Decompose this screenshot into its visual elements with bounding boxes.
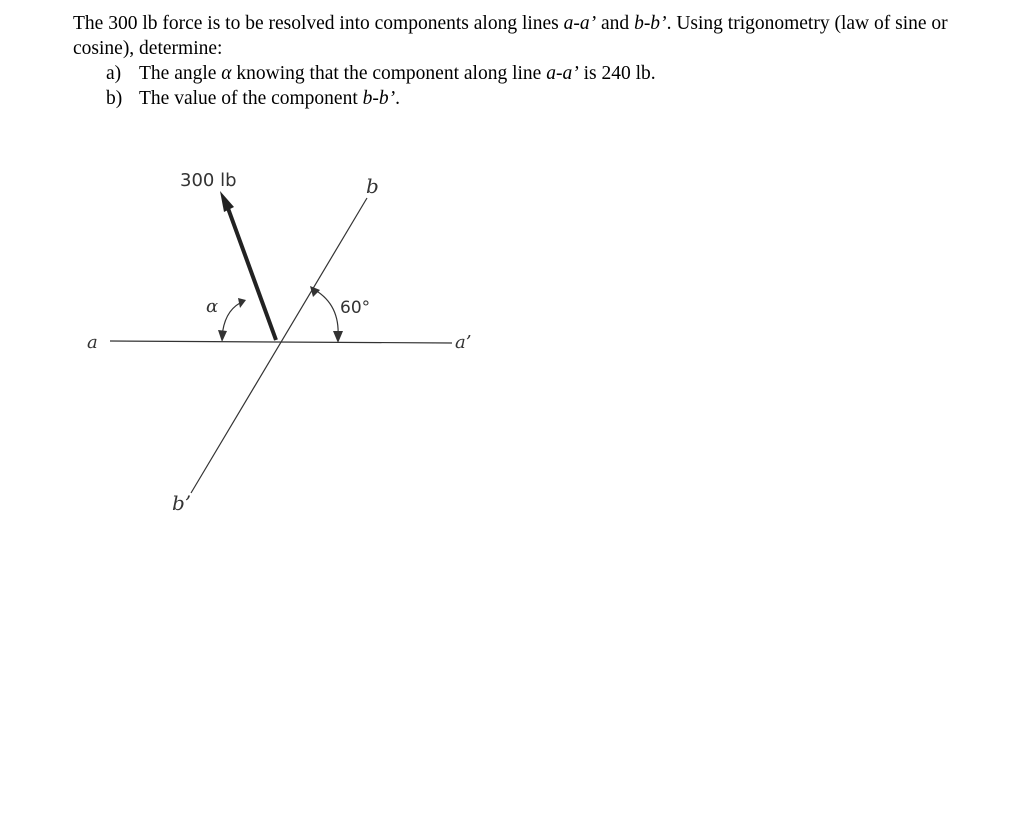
angle-60-label: 60°	[340, 298, 371, 318]
part-a-alpha: α	[221, 63, 232, 84]
angle-60-arc	[315, 290, 338, 337]
force-label: 300 lb	[180, 170, 237, 191]
angle-60-head-upper	[310, 286, 320, 297]
part-b-line: b-b’	[362, 88, 396, 109]
label-b-prime: b’	[172, 491, 192, 515]
line-b-b-prime	[191, 198, 367, 493]
intro-text-2: and	[596, 13, 635, 34]
intro-line-b: b-b’	[634, 13, 667, 34]
alpha-label: α	[206, 296, 219, 317]
part-b-text-1: The value of the component	[139, 88, 363, 109]
alpha-arc-head-lower	[218, 330, 227, 342]
label-a: a	[87, 332, 98, 353]
angle-60-head-lower	[333, 331, 343, 343]
force-300lb-arrow	[225, 200, 276, 340]
part-a-text-1: The angle	[139, 63, 222, 84]
force-arrowhead	[220, 191, 234, 212]
part-a-marker: a)	[106, 63, 122, 84]
intro-line-a: a-a’	[563, 13, 597, 34]
part-a-line: a-a’	[546, 63, 579, 84]
intro-text-3: . Using trigonometry (law of sine or cosine), determine:	[73, 13, 948, 59]
part-a-text-2: knowing that the component along line	[231, 63, 547, 84]
label-b: b	[366, 174, 379, 198]
alpha-arc-head-upper	[238, 298, 246, 308]
intro-text-1: The 300 lb force is to be resolved into components along lines	[73, 13, 564, 34]
part-b-marker: b)	[106, 88, 123, 109]
part-a-text-3: is 240 lb.	[578, 63, 656, 84]
part-b-text-2: .	[395, 88, 401, 109]
label-a-prime: a’	[455, 332, 472, 353]
